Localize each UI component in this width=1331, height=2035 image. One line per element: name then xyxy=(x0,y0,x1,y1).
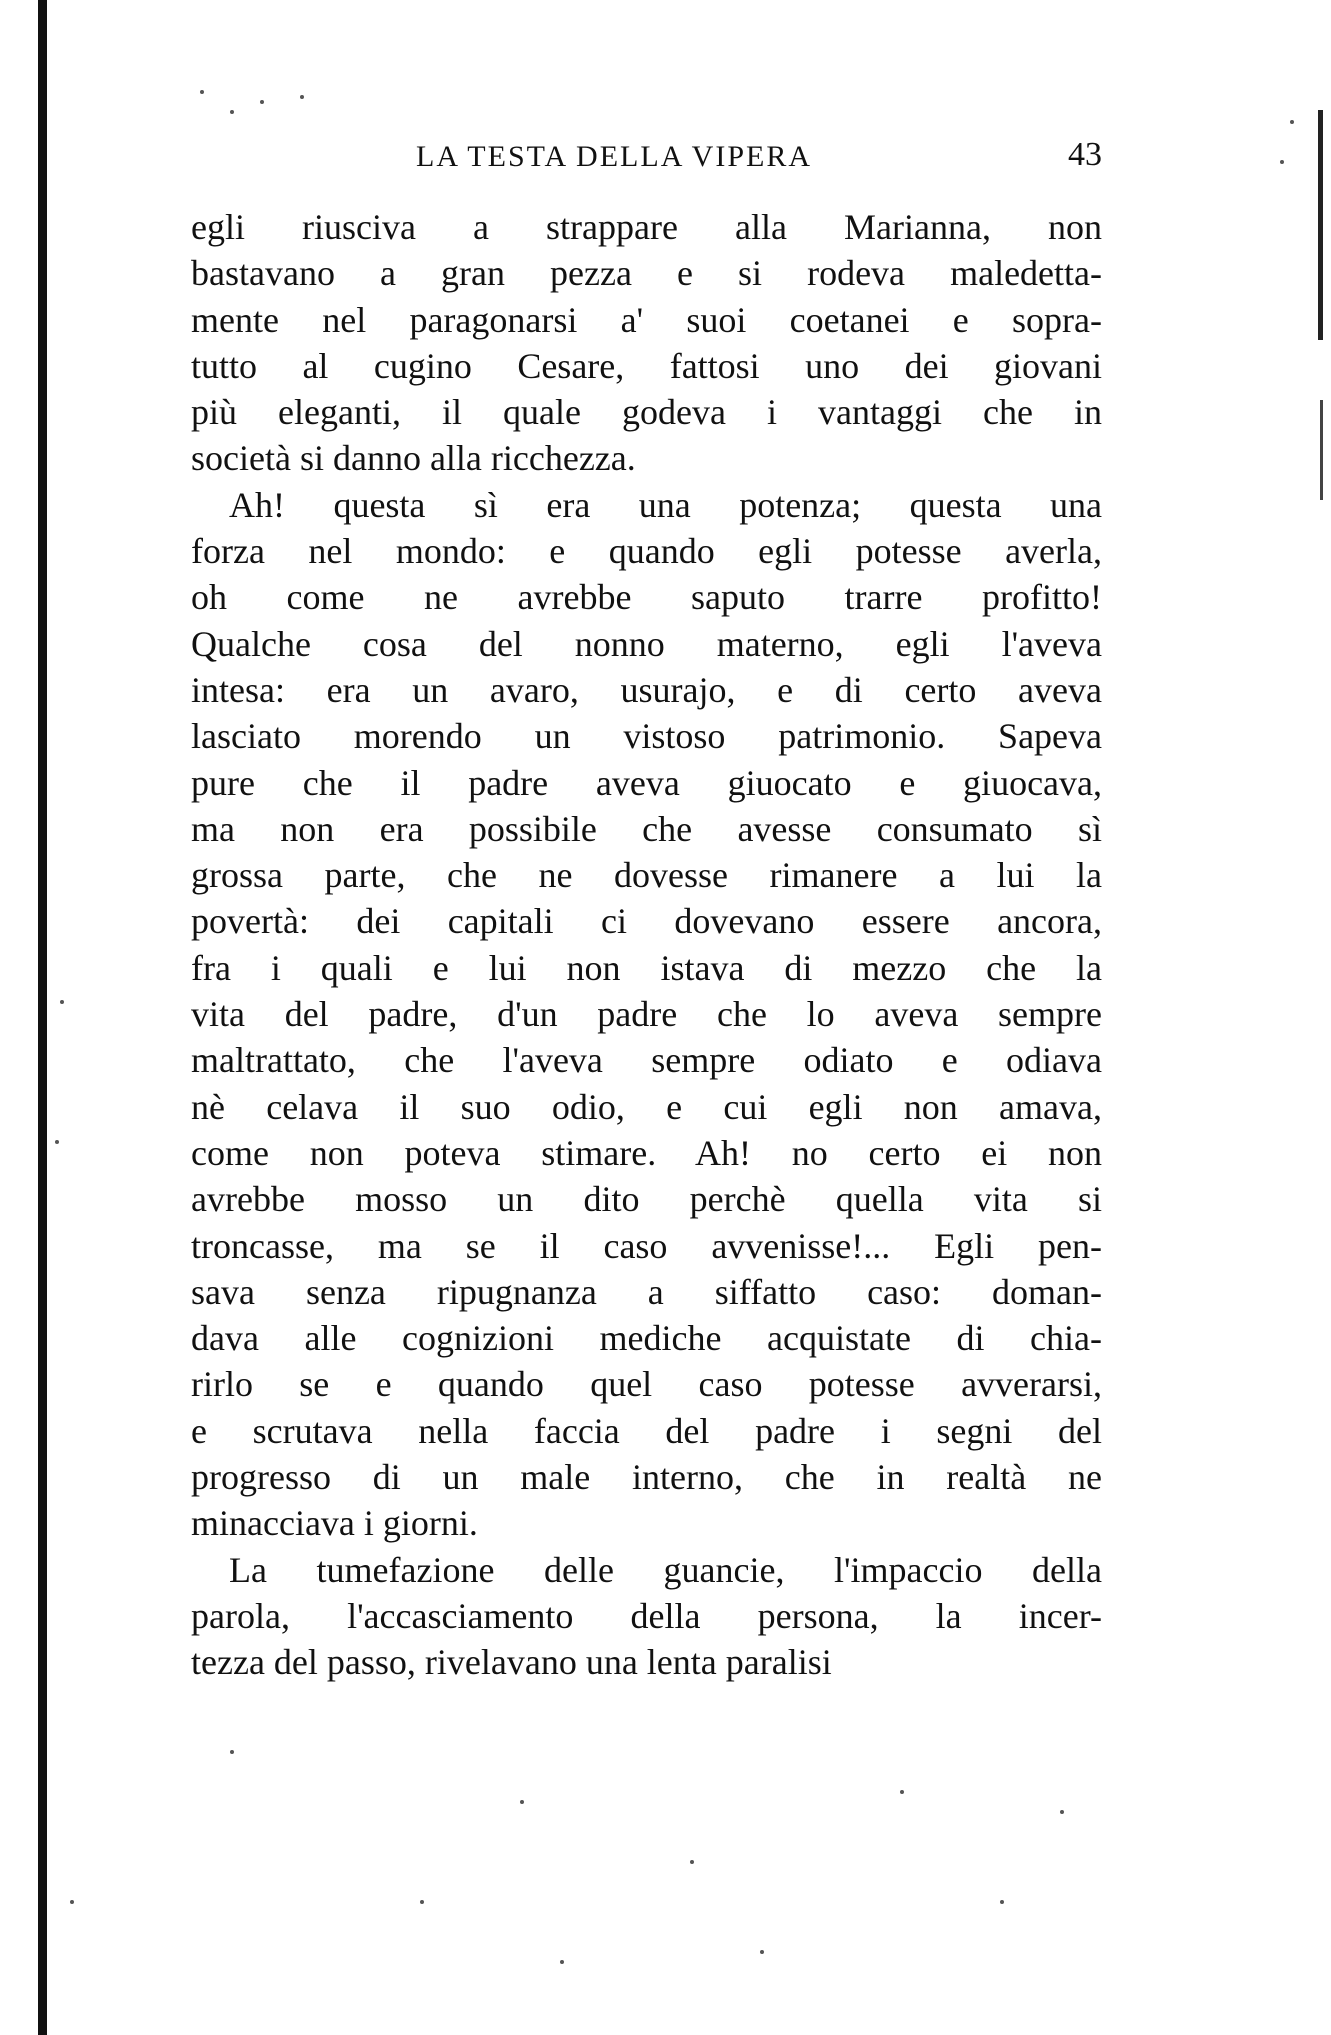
text-line: lasciato morendo un vistoso patrimonio. Sapeva xyxy=(191,716,1102,757)
text-line: grossa parte, che ne dovesse rimanere a lui la xyxy=(191,855,1102,896)
page-binding-edge xyxy=(38,0,47,2035)
text-line: come non poteva stimare. Ah! no certo ei non xyxy=(191,1132,1102,1173)
text-line: egli riusciva a strappare alla Marianna, non xyxy=(191,207,1102,247)
scan-speck xyxy=(420,1900,424,1904)
text-line: parola, l'accasciamento della persona, la incer- xyxy=(191,1595,1102,1636)
text-line: e scrutava nella faccia del padre i segni del xyxy=(191,1410,1102,1451)
running-title: LA TESTA DELLA VIPERA xyxy=(416,140,813,173)
text-line: povertà: dei capitali ci dovevano essere ancora, xyxy=(191,901,1102,942)
text-line: più eleganti, il quale godeva i vantaggi che in xyxy=(191,392,1102,433)
text-line: dava alle cognizioni mediche acquistate di chia- xyxy=(191,1318,1102,1359)
text-line: Qualche cosa del nonno materno, egli l'aveva xyxy=(191,623,1102,664)
text-line: intesa: era un avaro, usurajo, e di certo aveva xyxy=(191,669,1102,710)
text-line: bastavano a gran pezza e si rodeva maledetta- xyxy=(191,253,1102,294)
text-line: sava senza ripugnanza a siffatto caso: doman- xyxy=(191,1271,1102,1312)
text-line: tezza del passo, rivelavano una lenta paralisi xyxy=(191,1642,832,1683)
scan-speck xyxy=(560,1960,564,1964)
paragraph xyxy=(191,1547,1102,1686)
scan-speck xyxy=(690,1860,694,1864)
text-line: pure che il padre aveva giuocato e giuocava, xyxy=(191,762,1102,803)
scan-speck xyxy=(200,90,204,94)
scan-speck xyxy=(1060,1810,1064,1814)
text-line: troncasse, ma se il caso avvenisse!... Egli pen- xyxy=(191,1225,1102,1266)
text-line: progresso di un male interno, che in realtà ne xyxy=(191,1457,1102,1498)
text-line: società si danno alla ricchezza. xyxy=(191,438,636,479)
scan-speck xyxy=(230,110,234,114)
text-line: rirlo se e quando quel caso potesse avverarsi, xyxy=(191,1364,1102,1405)
text-line: forza nel mondo: e quando egli potesse averla, xyxy=(191,531,1102,572)
scan-speck xyxy=(1290,120,1294,124)
text-line: La tumefazione delle guancie, l'impaccio della xyxy=(229,1549,1102,1590)
text-line: oh come ne avrebbe saputo trarre profitto! xyxy=(191,577,1102,618)
scan-speck xyxy=(260,100,264,104)
text-line: maltrattato, che l'aveva sempre odiato e odiava xyxy=(191,1040,1102,1081)
running-header xyxy=(191,136,1102,184)
text-line: ma non era possibile che avesse consumato sì xyxy=(191,808,1102,849)
scan-speck xyxy=(900,1790,904,1794)
page-edge-mark xyxy=(1320,400,1323,500)
paragraph xyxy=(191,482,1102,1547)
scan-speck xyxy=(1000,1900,1004,1904)
scan-speck xyxy=(520,1800,524,1804)
scan-speck xyxy=(70,1900,74,1904)
scan-speck xyxy=(760,1950,764,1954)
paragraph xyxy=(191,204,1102,482)
text-line: minacciava i giorni. xyxy=(191,1503,478,1544)
scan-speck xyxy=(230,1750,234,1754)
text-line: fra i quali e lui non istava di mezzo che la xyxy=(191,947,1102,988)
text-line: Ah! questa sì era una potenza; questa una xyxy=(229,484,1102,525)
scan-speck xyxy=(55,1140,59,1144)
text-line: vita del padre, d'un padre che lo aveva sempre xyxy=(191,994,1102,1035)
scan-speck xyxy=(1280,160,1284,164)
text-line: tutto al cugino Cesare, fattosi uno dei giovani xyxy=(191,345,1102,386)
scan-speck xyxy=(300,95,304,99)
page-body xyxy=(191,204,1102,1686)
text-line: avrebbe mosso un dito perchè quella vita si xyxy=(191,1179,1102,1220)
text-line: nè celava il suo odio, e cui egli non amava, xyxy=(191,1086,1102,1127)
scan-speck xyxy=(60,1000,64,1004)
page-edge-mark xyxy=(1318,110,1323,340)
page-number: 43 xyxy=(1068,136,1102,173)
text-line: mente nel paragonarsi a' suoi coetanei e sopra- xyxy=(191,299,1102,340)
